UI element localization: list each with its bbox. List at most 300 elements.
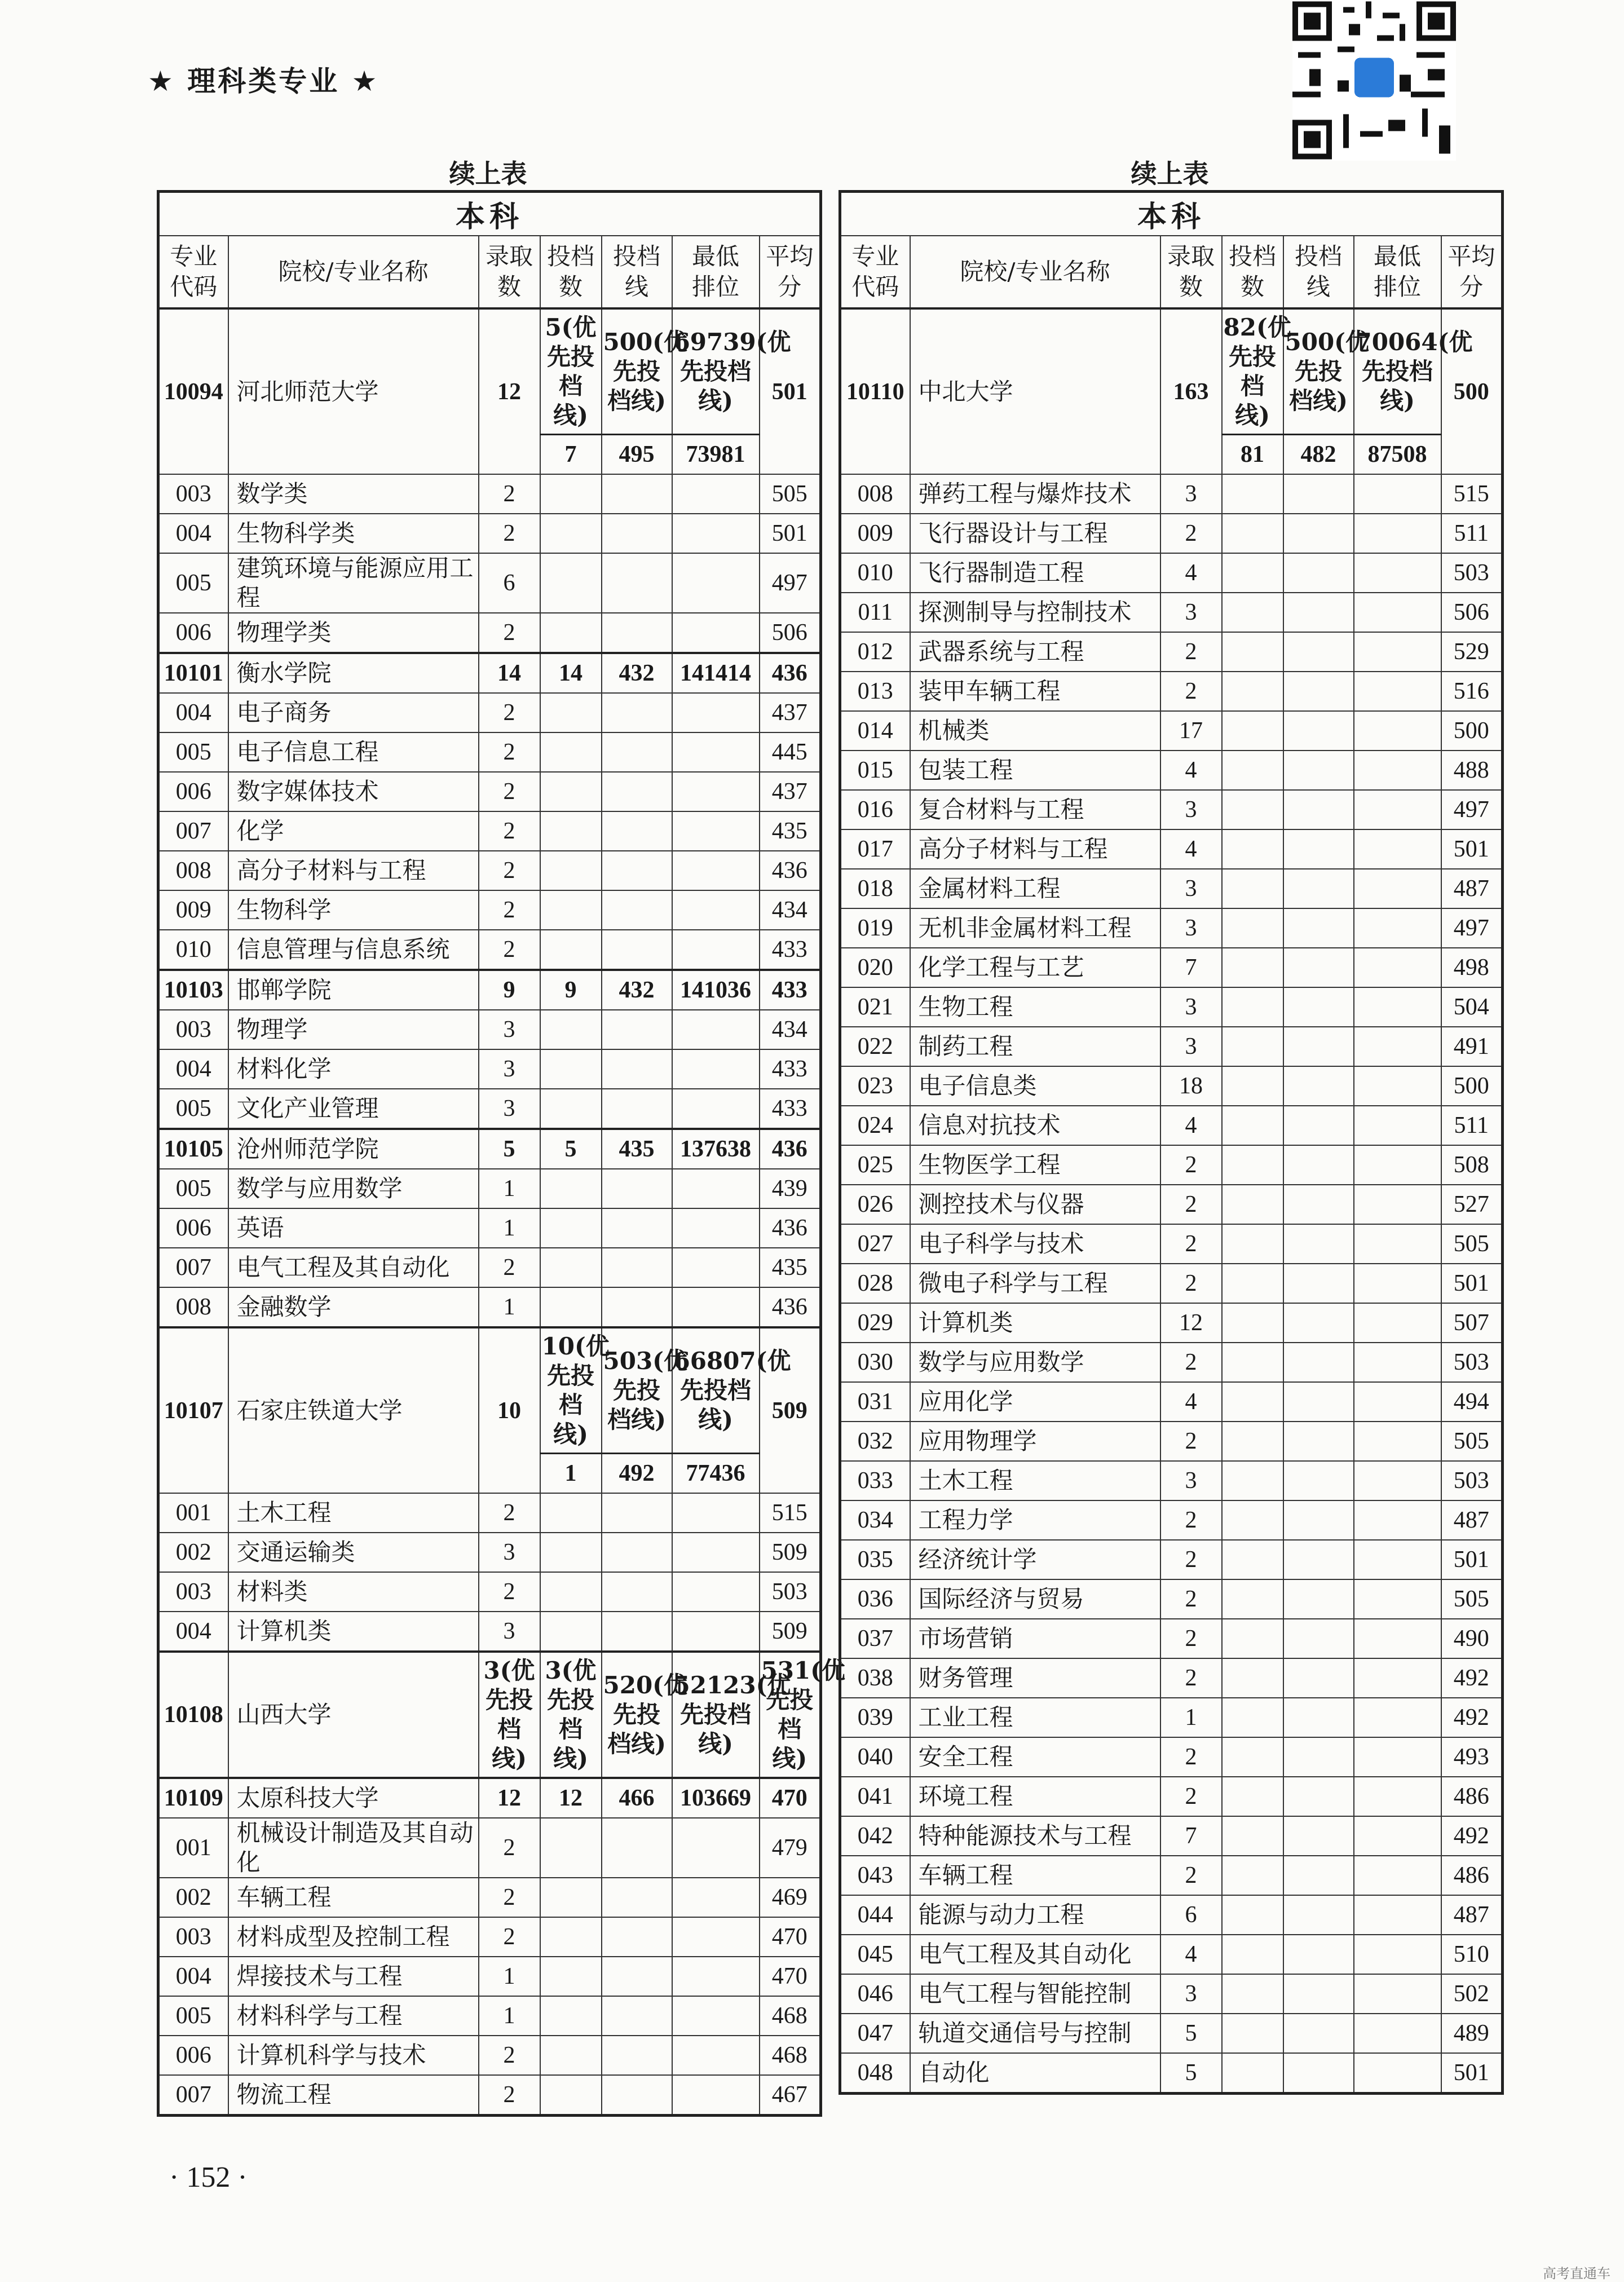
cell-avg-score: 433: [760, 1089, 821, 1129]
cell-code: 004: [158, 1049, 228, 1089]
cell-avg-score: 492: [1441, 1698, 1503, 1737]
cell-name: 材料化学: [228, 1049, 479, 1089]
cell-filed-line: [1283, 1619, 1354, 1658]
cell-avg-score: 500: [1441, 308, 1503, 474]
cell-code: 006: [158, 1208, 228, 1248]
cell-avg-score: 492: [1441, 1816, 1503, 1856]
major-row: [840, 1343, 1503, 1382]
admission-table-left: [157, 190, 846, 2117]
cell-avg-score: 479: [760, 1818, 821, 1878]
cell-code: 006: [158, 772, 228, 811]
cell-admitted: 9: [479, 970, 540, 1010]
cell-name: 无机非金属材料工程: [910, 908, 1160, 948]
major-row: [840, 1145, 1503, 1185]
admission-table-right: [839, 190, 1501, 2095]
major-row: [840, 1422, 1503, 1461]
cell-min-rank: [1354, 1303, 1441, 1343]
cell-filed-line: [1283, 1106, 1354, 1145]
cell-filed-count: [540, 553, 602, 613]
major-row: [840, 1579, 1503, 1619]
cell-filed-count: [540, 514, 602, 553]
cell-admitted: 3: [479, 1089, 540, 1129]
cell-avg-score: 469: [760, 1878, 821, 1917]
cell-code: 003: [158, 1572, 228, 1612]
cell-avg-score: 500: [1441, 1066, 1503, 1106]
cell-min-rank: [1354, 790, 1441, 829]
cell-min-rank: 103669: [672, 1778, 760, 1818]
major-row: [840, 869, 1503, 908]
continued-label-left: 续上表: [449, 158, 527, 189]
cell-filed-line: [1283, 672, 1354, 711]
cell-name: 车辆工程: [228, 1878, 479, 1917]
cell-filed-line: [602, 1169, 672, 1208]
cell-name: 太原科技大学: [228, 1778, 479, 1818]
cell-admitted: 3: [1160, 1027, 1222, 1066]
cell-filed-count: [540, 1612, 602, 1652]
cell-code: 048: [840, 2053, 910, 2094]
cell-code: 010: [158, 930, 228, 970]
cell-code: 008: [840, 474, 910, 514]
cell-avg-score: 436: [760, 851, 821, 890]
cell-min-rank: [1354, 1185, 1441, 1224]
cell-min-rank: [1354, 1461, 1441, 1500]
major-row: [158, 2036, 821, 2075]
cell-filed-count: [1222, 1224, 1283, 1264]
cell-name: 数学与应用数学: [910, 1343, 1160, 1382]
cell-filed-count: [1222, 1856, 1283, 1895]
cell-filed-line: [1283, 553, 1354, 593]
cell-admitted: 3: [1160, 1461, 1222, 1500]
footer-watermark: 高考直通车: [1543, 2266, 1610, 2281]
cell-name: 邯郸学院: [228, 970, 479, 1010]
cell-filed-line: [1283, 1737, 1354, 1777]
cell-min-rank: [1354, 948, 1441, 987]
cell-name: 生物工程: [910, 987, 1160, 1027]
cell-name: 车辆工程: [910, 1856, 1160, 1895]
cell-filed-count: [1222, 1185, 1283, 1224]
cell-admitted: 2: [1160, 1540, 1222, 1579]
major-row: [158, 890, 821, 930]
cell-min-rank: [1354, 2014, 1441, 2053]
cell-min-rank: 52123(优先投档线): [672, 1652, 760, 1778]
cell-filed-count: [1222, 1066, 1283, 1106]
major-row: [840, 632, 1503, 672]
cell-avg-score: 509: [760, 1327, 821, 1493]
cell-code: 004: [158, 1612, 228, 1652]
cell-avg-score: 470: [760, 1957, 821, 1996]
cell-min-rank: [1354, 1224, 1441, 1264]
cell-min-rank: [1354, 1106, 1441, 1145]
cell-name: 化学工程与工艺: [910, 948, 1160, 987]
major-row: [840, 1698, 1503, 1737]
major-row: [158, 1049, 821, 1089]
cell-admitted: 2: [1160, 1343, 1222, 1382]
cell-filed-line: [1283, 1264, 1354, 1303]
cell-filed-line: [1283, 1066, 1354, 1106]
cell-name: 物理学类: [228, 613, 479, 653]
cell-avg-score: 435: [760, 811, 821, 851]
major-row: [840, 1500, 1503, 1540]
cell-admitted: 6: [479, 553, 540, 613]
major-row: [840, 1737, 1503, 1777]
cell-code: 001: [158, 1493, 228, 1533]
cell-min-rank: [672, 1010, 760, 1049]
cell-name: 土木工程: [910, 1461, 1160, 1500]
header-code: 专业 代码: [840, 236, 910, 308]
cell-min-rank: [672, 1493, 760, 1533]
cell-filed-count: [540, 1010, 602, 1049]
cell-admitted: 2: [1160, 1658, 1222, 1698]
cell-code: 002: [158, 1878, 228, 1917]
cell-code: 046: [840, 1974, 910, 2014]
major-row: [158, 1996, 821, 2036]
cell-code: 009: [158, 890, 228, 930]
cell-code: 004: [158, 1957, 228, 1996]
cell-code: 007: [158, 811, 228, 851]
cell-filed-line: 495: [602, 435, 672, 475]
cell-admitted: 1: [479, 1287, 540, 1327]
cell-filed-line: [602, 2075, 672, 2116]
cell-name: 机械类: [910, 711, 1160, 751]
cell-filed-count: [540, 1957, 602, 1996]
cell-code: 005: [158, 1089, 228, 1129]
cell-min-rank: 69739(优先投档线): [672, 308, 760, 435]
cell-name: 电子科学与技术: [910, 1224, 1160, 1264]
table-title: 本科: [158, 192, 821, 236]
cell-filed-line: [602, 930, 672, 970]
cell-code: 015: [840, 751, 910, 790]
cell-code: 037: [840, 1619, 910, 1658]
cell-name: 应用物理学: [910, 1422, 1160, 1461]
cell-admitted: 4: [1160, 751, 1222, 790]
cell-filed-count: [540, 1572, 602, 1612]
header-row: [840, 236, 1503, 308]
cell-code: 008: [158, 1287, 228, 1327]
cell-filed-line: [1283, 1185, 1354, 1224]
cell-code: 023: [840, 1066, 910, 1106]
cell-name: 数字媒体技术: [228, 772, 479, 811]
header-min-rank: 最低 排位: [1354, 236, 1441, 308]
cell-min-rank: [1354, 1343, 1441, 1382]
cell-min-rank: [1354, 1264, 1441, 1303]
cell-avg-score: 506: [760, 613, 821, 653]
cell-admitted: 7: [1160, 1816, 1222, 1856]
cell-filed-count: [540, 1089, 602, 1129]
cell-min-rank: 141036: [672, 970, 760, 1010]
school-row: [158, 970, 821, 1010]
cell-code: 10107: [158, 1327, 228, 1493]
cell-name: 能源与动力工程: [910, 1895, 1160, 1935]
cell-filed-line: 503(优先投档线): [602, 1327, 672, 1454]
cell-name: 计算机类: [228, 1612, 479, 1652]
cell-filed-line: [1283, 987, 1354, 1027]
major-row: [158, 1248, 821, 1287]
cell-name: 飞行器制造工程: [910, 553, 1160, 593]
cell-admitted: 3: [1160, 474, 1222, 514]
cell-code: 007: [158, 2075, 228, 2116]
cell-name: 复合材料与工程: [910, 790, 1160, 829]
major-row: [158, 514, 821, 553]
cell-admitted: 18: [1160, 1066, 1222, 1106]
cell-filed-count: 81: [1222, 435, 1283, 475]
cell-min-rank: 77436: [672, 1454, 760, 1494]
cell-code: 036: [840, 1579, 910, 1619]
cell-name: 生物科学: [228, 890, 479, 930]
cell-filed-line: [1283, 908, 1354, 948]
continued-label-right: 续上表: [1131, 158, 1209, 189]
cell-avg-score: 509: [760, 1612, 821, 1652]
cell-min-rank: [1354, 514, 1441, 553]
cell-admitted: 2: [479, 772, 540, 811]
cell-filed-line: [1283, 1816, 1354, 1856]
cell-name: 电子信息类: [910, 1066, 1160, 1106]
cell-avg-score: 515: [760, 1493, 821, 1533]
cell-min-rank: [1354, 593, 1441, 632]
cell-admitted: 3: [479, 1533, 540, 1572]
cell-name: 武器系统与工程: [910, 632, 1160, 672]
cell-min-rank: [672, 2036, 760, 2075]
cell-code: 10108: [158, 1652, 228, 1778]
cell-admitted: 2: [479, 1572, 540, 1612]
cell-name: 材料成型及控制工程: [228, 1917, 479, 1957]
cell-avg-score: 501: [1441, 1264, 1503, 1303]
cell-avg-score: 489: [1441, 2014, 1503, 2053]
cell-avg-score: 492: [1441, 1658, 1503, 1698]
cell-filed-count: [540, 811, 602, 851]
major-row: [840, 1658, 1503, 1698]
cell-min-rank: [672, 613, 760, 653]
cell-code: 027: [840, 1224, 910, 1264]
cell-admitted: 14: [479, 653, 540, 693]
major-row: [158, 1957, 821, 1996]
cell-admitted: 2: [1160, 1500, 1222, 1540]
cell-filed-count: [1222, 1619, 1283, 1658]
cell-min-rank: 70064(优先投档线): [1354, 308, 1441, 435]
cell-filed-count: [540, 732, 602, 772]
cell-admitted: 2: [479, 811, 540, 851]
cell-admitted: 1: [479, 1957, 540, 1996]
cell-filed-line: 466: [602, 1778, 672, 1818]
cell-min-rank: [1354, 1382, 1441, 1422]
cell-filed-line: [602, 693, 672, 732]
cell-name: 国际经济与贸易: [910, 1579, 1160, 1619]
cell-avg-score: 486: [1441, 1856, 1503, 1895]
cell-admitted: 2: [1160, 1737, 1222, 1777]
cell-code: 006: [158, 2036, 228, 2075]
cell-filed-line: [1283, 1224, 1354, 1264]
cell-filed-count: [1222, 908, 1283, 948]
cell-code: 016: [840, 790, 910, 829]
cell-code: 024: [840, 1106, 910, 1145]
cell-filed-count: [1222, 553, 1283, 593]
cell-name: 数学类: [228, 474, 479, 514]
cell-name: 材料科学与工程: [228, 1996, 479, 2036]
cell-filed-line: [1283, 751, 1354, 790]
cell-filed-line: [602, 1818, 672, 1878]
cell-admitted: 163: [1160, 308, 1222, 474]
major-row: [840, 1461, 1503, 1500]
major-row: [840, 1895, 1503, 1935]
cell-name: 英语: [228, 1208, 479, 1248]
cell-filed-count: [540, 1493, 602, 1533]
cell-filed-count: [540, 1917, 602, 1957]
cell-filed-count: [540, 851, 602, 890]
cell-name: 电子商务: [228, 693, 479, 732]
cell-code: 10105: [158, 1129, 228, 1169]
cell-name: 建筑环境与能源应用工程: [228, 553, 479, 613]
cell-name: 焊接技术与工程: [228, 1957, 479, 1996]
cell-filed-line: [602, 732, 672, 772]
cell-code: 006: [158, 613, 228, 653]
major-row: [840, 987, 1503, 1027]
cell-filed-count: [540, 1049, 602, 1089]
cell-filed-line: [602, 1878, 672, 1917]
cell-filed-count: [540, 693, 602, 732]
major-row: [158, 811, 821, 851]
cell-admitted: 2: [1160, 1579, 1222, 1619]
cell-filed-count: [540, 890, 602, 930]
cell-code: 035: [840, 1540, 910, 1579]
major-row: [840, 2014, 1503, 2053]
cell-filed-count: [540, 1208, 602, 1248]
cell-filed-count: 7: [540, 435, 602, 475]
cell-name: 环境工程: [910, 1777, 1160, 1816]
section-title: ★ 理科类专业 ★: [148, 65, 379, 98]
cell-avg-score: 506: [1441, 593, 1503, 632]
cell-code: 018: [840, 869, 910, 908]
cell-code: 031: [840, 1382, 910, 1422]
cell-name: 数学与应用数学: [228, 1169, 479, 1208]
cell-min-rank: 73981: [672, 435, 760, 475]
cell-filed-count: [1222, 1737, 1283, 1777]
cell-min-rank: [1354, 1935, 1441, 1974]
cell-filed-line: 500(优先投档线): [602, 308, 672, 435]
cell-filed-count: [540, 474, 602, 514]
cell-name: 轨道交通信号与控制: [910, 2014, 1160, 2053]
cell-filed-count: 12: [540, 1778, 602, 1818]
cell-name: 机械设计制造及其自动化: [228, 1818, 479, 1878]
cell-code: 034: [840, 1500, 910, 1540]
cell-avg-score: 486: [1441, 1777, 1503, 1816]
cell-filed-line: [1283, 1579, 1354, 1619]
cell-filed-count: [1222, 1895, 1283, 1935]
cell-name: 应用化学: [910, 1382, 1160, 1422]
cell-code: 013: [840, 672, 910, 711]
cell-filed-count: [540, 1878, 602, 1917]
cell-filed-line: [1283, 593, 1354, 632]
cell-min-rank: [1354, 1698, 1441, 1737]
cell-name: 交通运输类: [228, 1533, 479, 1572]
cell-filed-count: [540, 2036, 602, 2075]
cell-avg-score: 501: [760, 514, 821, 553]
cell-min-rank: [1354, 1422, 1441, 1461]
school-row: [158, 1652, 821, 1778]
cell-admitted: 3: [479, 1612, 540, 1652]
cell-admitted: 3: [1160, 593, 1222, 632]
cell-avg-score: 445: [760, 732, 821, 772]
cell-filed-line: 435: [602, 1129, 672, 1169]
cell-filed-count: [1222, 1935, 1283, 1974]
cell-avg-score: 505: [1441, 1224, 1503, 1264]
major-row: [840, 711, 1503, 751]
cell-filed-count: [540, 613, 602, 653]
cell-name: 电气工程与智能控制: [910, 1974, 1160, 2014]
cell-min-rank: [1354, 1066, 1441, 1106]
cell-name: 测控技术与仪器: [910, 1185, 1160, 1224]
cell-code: 045: [840, 1935, 910, 1974]
major-row: [158, 553, 821, 613]
cell-filed-count: [540, 1996, 602, 2036]
cell-filed-line: [602, 613, 672, 653]
cell-admitted: 3: [1160, 908, 1222, 948]
cell-filed-count: [1222, 1500, 1283, 1540]
major-row: [158, 1878, 821, 1917]
cell-filed-line: [1283, 514, 1354, 553]
cell-code: 10103: [158, 970, 228, 1010]
major-row: [840, 1974, 1503, 2014]
cell-admitted: 2: [479, 1493, 540, 1533]
cell-min-rank: [672, 1917, 760, 1957]
cell-name: 金融数学: [228, 1287, 479, 1327]
cell-min-rank: [1354, 672, 1441, 711]
cell-name: 文化产业管理: [228, 1089, 479, 1129]
cell-name: 弹药工程与爆炸技术: [910, 474, 1160, 514]
cell-filed-count: [1222, 514, 1283, 553]
cell-filed-line: [602, 890, 672, 930]
cell-admitted: 4: [1160, 1382, 1222, 1422]
major-row: [840, 1066, 1503, 1106]
cell-filed-count: [1222, 1658, 1283, 1698]
cell-name: 特种能源技术与工程: [910, 1816, 1160, 1856]
cell-min-rank: [1354, 553, 1441, 593]
cell-filed-count: [1222, 593, 1283, 632]
cell-avg-score: 436: [760, 653, 821, 693]
cell-filed-count: [1222, 829, 1283, 869]
cell-filed-count: [540, 1169, 602, 1208]
cell-name: 化学: [228, 811, 479, 851]
cell-filed-line: [602, 514, 672, 553]
cell-code: 003: [158, 474, 228, 514]
cell-min-rank: [1354, 1856, 1441, 1895]
page-number: · 152 ·: [169, 2161, 248, 2193]
cell-avg-score: 507: [1441, 1303, 1503, 1343]
cell-filed-count: [1222, 1698, 1283, 1737]
major-row: [158, 772, 821, 811]
cell-code: 014: [840, 711, 910, 751]
cell-filed-count: [1222, 987, 1283, 1027]
cell-name: 经济统计学: [910, 1540, 1160, 1579]
cell-code: 022: [840, 1027, 910, 1066]
cell-filed-line: 500(优先投档线): [1283, 308, 1354, 435]
cell-min-rank: [1354, 1777, 1441, 1816]
cell-admitted: 3: [479, 1010, 540, 1049]
cell-avg-score: 503: [1441, 1343, 1503, 1382]
cell-filed-count: 10(优先投档线): [540, 1327, 602, 1454]
major-row: [840, 1224, 1503, 1264]
cell-avg-score: 497: [1441, 908, 1503, 948]
cell-min-rank: [672, 772, 760, 811]
cell-filed-count: [1222, 1264, 1283, 1303]
cell-avg-score: 493: [1441, 1737, 1503, 1777]
cell-code: 002: [158, 1533, 228, 1572]
major-row: [158, 1089, 821, 1129]
cell-code: 003: [158, 1010, 228, 1049]
cell-min-rank: [672, 1996, 760, 2036]
major-row: [840, 1264, 1503, 1303]
cell-code: 029: [840, 1303, 910, 1343]
cell-name: 物流工程: [228, 2075, 479, 2116]
cell-avg-score: 470: [760, 1917, 821, 1957]
